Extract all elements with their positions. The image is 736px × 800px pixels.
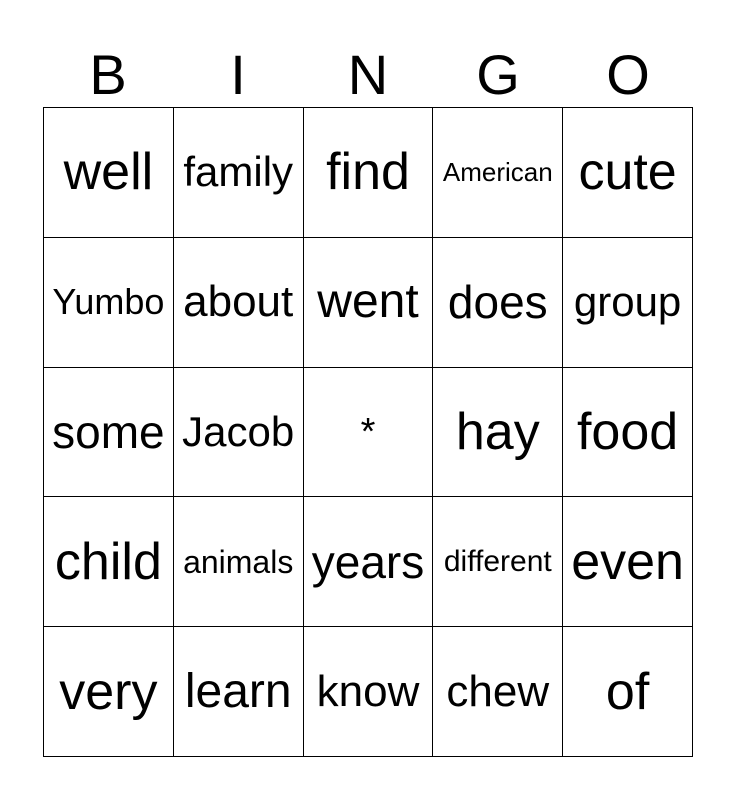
bingo-cell[interactable]: well (44, 108, 174, 238)
header-letter-b: B (89, 43, 127, 106)
bingo-board (43, 107, 693, 757)
header-letter-g: G (476, 43, 520, 106)
bingo-cell[interactable]: American (433, 108, 563, 238)
bingo-cell[interactable]: Jacob (174, 368, 304, 498)
bingo-cell[interactable]: find (304, 108, 434, 238)
bingo-cell[interactable]: of (563, 627, 693, 757)
bingo-cell[interactable]: family (174, 108, 304, 238)
bingo-cell[interactable]: learn (174, 627, 304, 757)
bingo-cell[interactable]: even (563, 497, 693, 627)
bingo-cell[interactable]: hay (433, 368, 563, 498)
bingo-cell[interactable]: years (304, 497, 434, 627)
header-letter-n: N (347, 43, 389, 106)
header-letter-o: O (606, 43, 650, 106)
bingo-cell[interactable]: Yumbo (44, 238, 174, 368)
free-space-cell[interactable]: * (304, 368, 434, 498)
bingo-cell[interactable]: chew (433, 627, 563, 757)
bingo-cell[interactable]: cute (563, 108, 693, 238)
bingo-cell[interactable]: went (304, 238, 434, 368)
bingo-cell[interactable]: different (433, 497, 563, 627)
bingo-cell[interactable]: very (44, 627, 174, 757)
bingo-cell[interactable]: about (174, 238, 304, 368)
bingo-header (43, 44, 693, 106)
bingo-cell[interactable]: child (44, 497, 174, 627)
bingo-cell[interactable]: animals (174, 497, 304, 627)
bingo-cell[interactable]: food (563, 368, 693, 498)
header-letter-i: I (230, 43, 246, 106)
bingo-cell[interactable]: does (433, 238, 563, 368)
bingo-cell[interactable]: know (304, 627, 434, 757)
bingo-cell[interactable]: some (44, 368, 174, 498)
bingo-cell[interactable]: group (563, 238, 693, 368)
